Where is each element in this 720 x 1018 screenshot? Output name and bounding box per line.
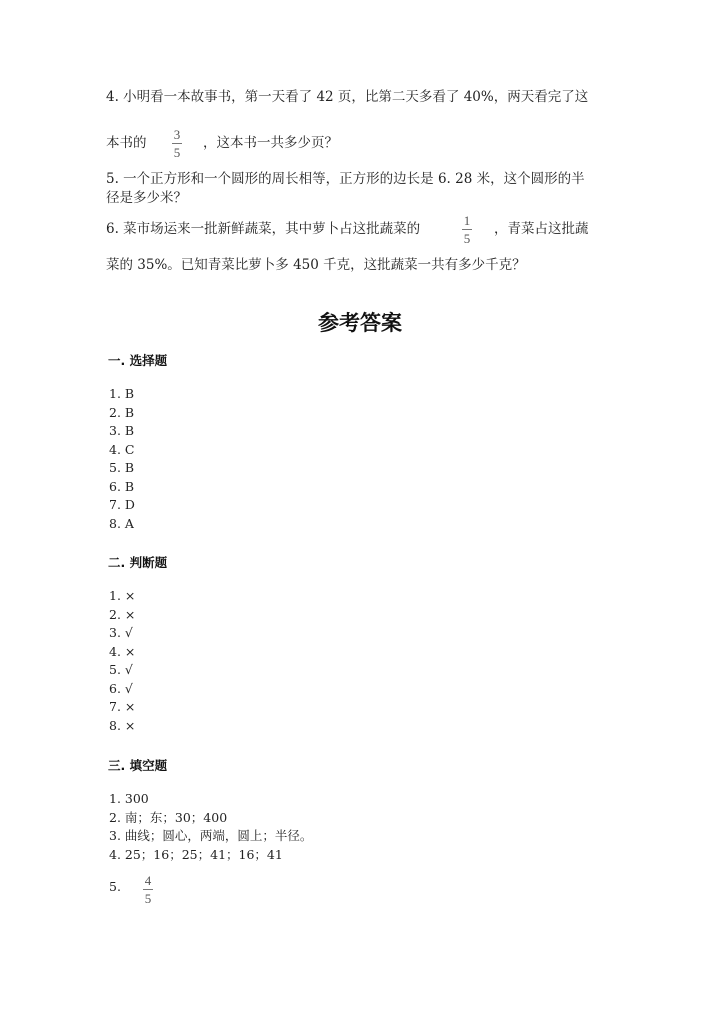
question-6-line-1-start: 6. 菜市场运来一批新鲜蔬菜，其中萝卜占这批蔬菜的 [106,221,421,237]
fill-item-5-label: 5. [109,879,121,894]
fraction-numerator: 3 [173,127,181,142]
list-item: 8. A [109,515,134,531]
question-6-fraction [462,214,472,245]
list-item: 4. C [109,441,135,457]
fraction-denominator: 5 [463,231,471,246]
list-item: 3. √ [109,625,133,640]
choice-answer-list [109,385,135,533]
list-item: 8. × [109,717,136,733]
list-item: 4. 25；16；25；41；16；41 [109,846,283,862]
fraction-bar [172,143,182,144]
list-item: 4. × [109,643,136,659]
fill-answer-list [109,790,312,864]
list-item: 6. √ [109,680,133,696]
section-heading-choice: 一. 选择题 [108,353,168,368]
fraction-bar [143,889,153,890]
fraction-numerator: 1 [463,213,471,228]
list-item: 1. 300 [109,791,149,806]
question-5-line-2: 径是多少米？ [106,190,187,206]
fraction-denominator: 5 [144,891,152,906]
question-4-line-2-start: 本书的 [106,135,147,151]
section-heading-fill: 三. 填空题 [108,758,168,773]
answer-title: 参考答案 [318,311,402,335]
question-5-line-1: 5. 一个正方形和一个圆形的周长相等，正方形的边长是 6. 28 米，这个圆形的半 [106,171,585,187]
question-6-line-1-end: ，青菜占这批蔬 [494,221,589,237]
question-4-line-1: 4. 小明看一本故事书，第一天看了 42 页，比第二天多看了 40%，两天看完了这 [106,89,589,105]
list-item: 6. B [109,478,135,494]
fraction-bar [462,229,472,230]
fill-item-5-fraction [143,874,153,905]
list-item: 5. √ [109,662,133,677]
question-6-line-2: 菜的 35%。已知青菜比萝卜多 450 千克，这批蔬菜一共有多少千克？ [106,257,526,273]
judge-answer-list [109,587,135,735]
list-item: 5. B [109,460,135,475]
list-item: 3. 曲线；圆心，两端，圆上；半径。 [109,828,313,843]
question-4-fraction [172,128,182,159]
fraction-numerator: 4 [144,873,152,888]
list-item: 2. B [109,404,135,420]
section-heading-judge: 二. 判断题 [108,555,168,570]
list-item: 3. B [109,423,135,438]
list-item: 1. B [109,386,135,401]
list-item: 1. × [109,588,136,603]
list-item: 7. D [109,497,135,512]
fraction-denominator: 5 [173,145,181,160]
question-4-line-2-end: ，这本书一共多少页？ [203,135,338,151]
list-item: 2. × [109,606,136,622]
list-item: 2. 南；东；30；400 [109,809,228,825]
list-item: 7. × [109,699,136,714]
